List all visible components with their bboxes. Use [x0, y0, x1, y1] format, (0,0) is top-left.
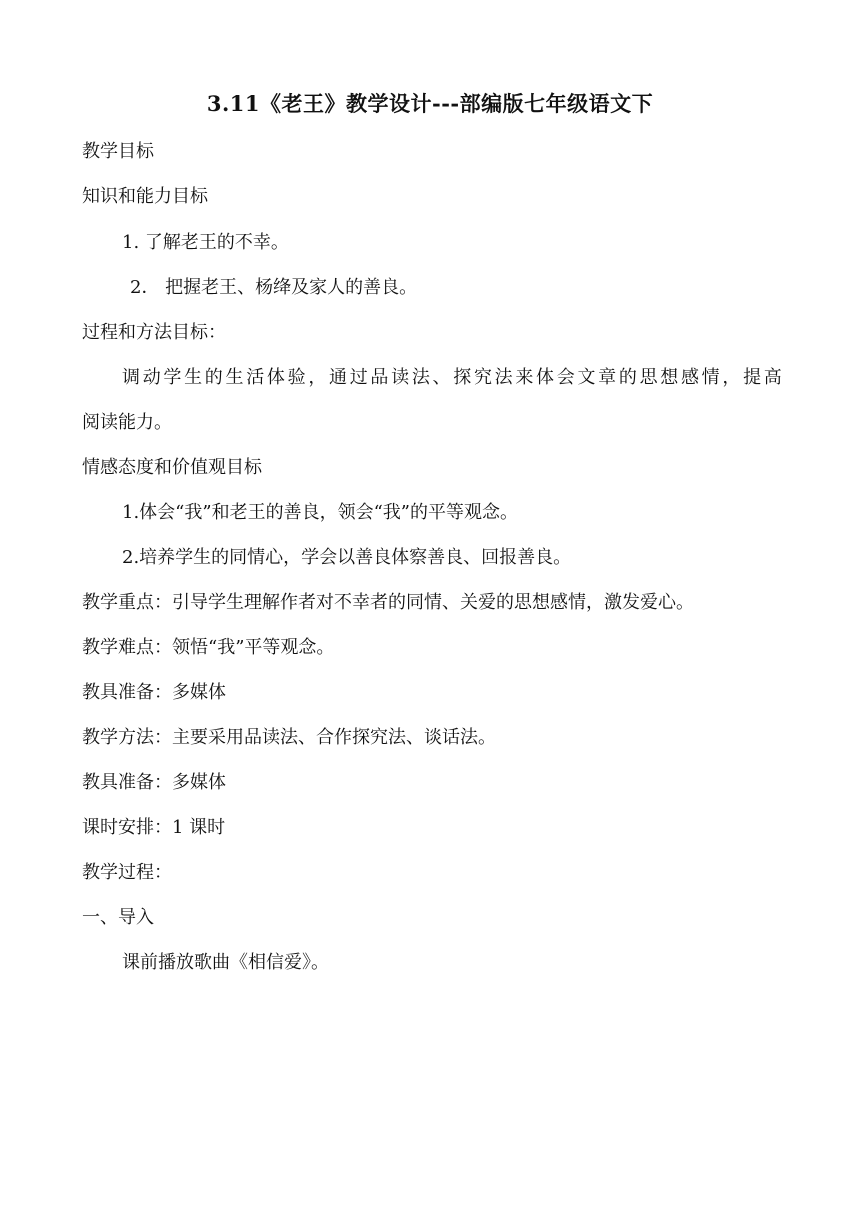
heading-process-goals: 过程和方法目标： — [82, 322, 226, 343]
process-goal-text-cont: 阅读能力。 — [82, 412, 172, 433]
process-goal-text: 调动学生的生活体验，通过品读法、探究法来体会文章的思想感情，提高 — [122, 367, 782, 388]
goal-item-2: 2． 把握老王、杨绛及家人的善良。 — [130, 277, 418, 298]
heading-emotion-goals: 情感态度和价值观目标 — [82, 457, 262, 478]
teaching-difficulty: 教学难点：领悟“我”平等观念。 — [82, 637, 335, 658]
teaching-aids-1: 教具准备：多媒体 — [82, 682, 226, 703]
teaching-focus: 教学重点：引导学生理解作者对不幸者的同情、关爱的思想感情，激发爱心。 — [82, 592, 694, 613]
heading-teaching-goals: 教学目标 — [82, 141, 154, 162]
emotion-goal-1: 1.体会“我”和老王的善良，领会“我”的平等观念。 — [122, 502, 518, 523]
heading-knowledge-goals: 知识和能力目标 — [82, 186, 208, 207]
class-hours: 课时安排：1 课时 — [82, 817, 226, 838]
teaching-methods: 教学方法：主要采用品读法、合作探究法、谈话法。 — [82, 727, 496, 748]
goal-item-1: 1. 了解老王的不幸。 — [122, 232, 289, 253]
section-introduction: 一、导入 — [82, 907, 154, 928]
heading-teaching-process: 教学过程： — [82, 862, 172, 883]
introduction-text: 课前播放歌曲《相信爱》。 — [122, 952, 329, 973]
document-title: 3.11《老王》教学设计---部编版七年级语文下 — [206, 91, 654, 116]
teaching-aids-2: 教具准备：多媒体 — [82, 772, 226, 793]
emotion-goal-2: 2.培养学生的同情心，学会以善良体察善良、回报善良。 — [122, 547, 572, 568]
